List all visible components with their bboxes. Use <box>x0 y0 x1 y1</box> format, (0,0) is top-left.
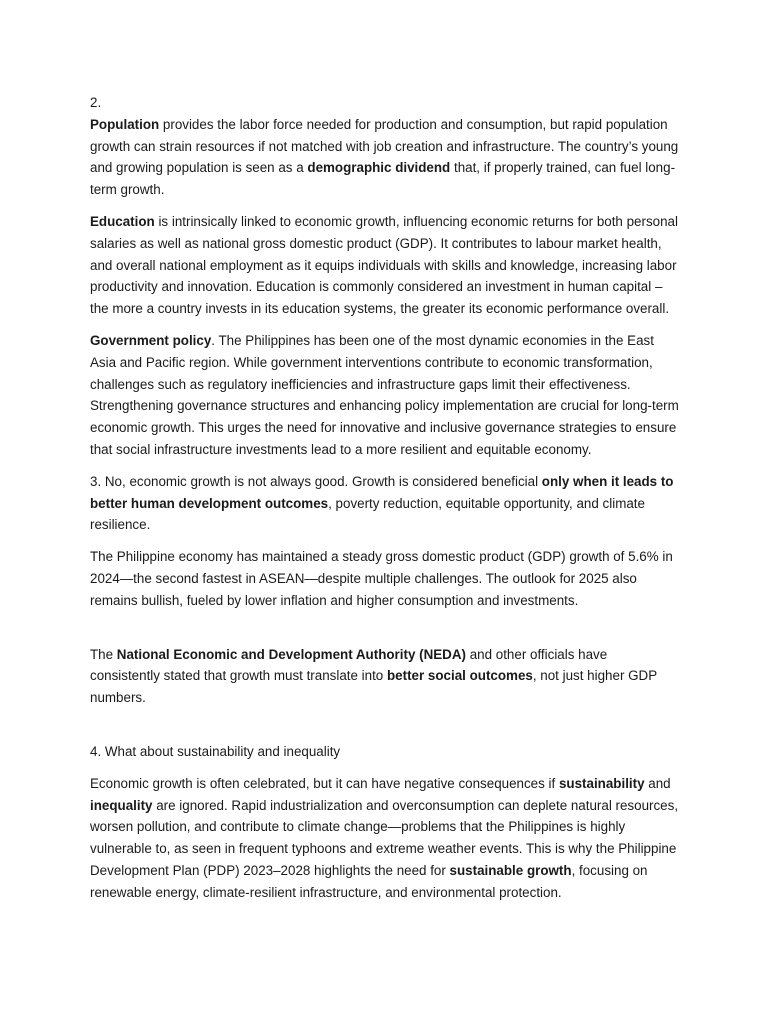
section-3-intro: 3. No, economic growth is not always good. Growth is considered beneficial <box>90 473 542 489</box>
education-term: Education <box>90 213 155 229</box>
neda-mid: and other officials have consistently stated that growth must translate into <box>90 646 608 684</box>
population-term: Population <box>90 116 160 132</box>
section-4-heading: 4. What about sustainability and inequality <box>90 743 341 759</box>
education-paragraph <box>90 211 680 320</box>
neda-paragraph <box>90 644 680 709</box>
section-3-emphasis: only when it leads to better human development outcomes <box>90 473 674 511</box>
economy-paragraph: The Philippine economy has maintained a steady gross domestic product (GDP) growth of 5.6% in 2024—the second fastest in ASEAN—despite multiple challenges. The outlook for 2025 also remains bullish, fueled by lower inflation and higher consumption and investments. <box>90 549 673 608</box>
demographic-dividend-term: demographic dividend <box>307 160 451 176</box>
neda-pre: The <box>90 646 117 662</box>
neda-term: National Economic and Development Authority (NEDA) <box>116 646 466 662</box>
education-text: is intrinsically linked to economic growth, influencing economic returns for both personal salaries as well as national gross domestic product (GDP). It contributes to labour market health, and overall national employment as it equips individuals with skills and knowledge, increasing labor productivity and innovation. Education is commonly considered an investment in human capital – the more a country invests in its education systems, the greater its economic performance overall. <box>90 213 678 317</box>
inequality-term: inequality <box>90 797 153 813</box>
population-text-1: provides the labor force needed for production and consumption, but rapid population growth can strain resources if not matched with job creation and infrastructure. The country’s young and growing population is seen as a <box>90 116 679 176</box>
sustainability-text-1: Economic growth is often celebrated, but it can have negative consequences if <box>90 775 559 791</box>
government-policy-term: Government policy <box>90 332 212 348</box>
population-text-2: that, if properly trained, can fuel long-term growth. <box>90 160 676 198</box>
sustainability-text-3: are ignored. Rapid industrialization and overconsumption can deplete natural resources, worsen pollution, and contribute to climate change—problems that the Philippines is highly vulnerable to, as seen in frequent typhoons and extreme weather events. This is why the Philippine Development Plan (PDP) 2023–2028 highlights the need for <box>90 797 679 878</box>
sustainability-text-4: , focusing on renewable energy, climate-resilient infrastructure, and environmental protection. <box>90 862 648 900</box>
sustainability-text-2: and <box>644 775 671 791</box>
section-3-paragraph <box>90 471 680 536</box>
neda-post: , not just higher GDP numbers. <box>90 668 657 706</box>
better-social-outcomes-term: better social outcomes <box>386 668 533 684</box>
sustainability-term: sustainability <box>558 775 645 791</box>
government-paragraph <box>90 330 680 461</box>
sustainable-growth-term: sustainable growth <box>449 862 572 878</box>
government-text: . The Philippines has been one of the most dynamic economies in the East Asia and Pacific region. While government interventions contribute to economic transformation, challenges such as regulatory inefficiencies and infrastructure gaps limit their effectiveness. Strengthening governance structures and enhancing policy implementation are crucial for long-term economic growth. This urges the need for innovative and inclusive governance strategies to ensure that social infrastructure investments lead to a more resilient and equitable economy. <box>90 332 679 457</box>
sustainability-paragraph <box>90 773 680 904</box>
section-2-number: 2. <box>90 95 102 110</box>
section-3-rest: , poverty reduction, equitable opportunity, and climate resilience. <box>90 495 645 533</box>
population-paragraph <box>90 114 680 201</box>
